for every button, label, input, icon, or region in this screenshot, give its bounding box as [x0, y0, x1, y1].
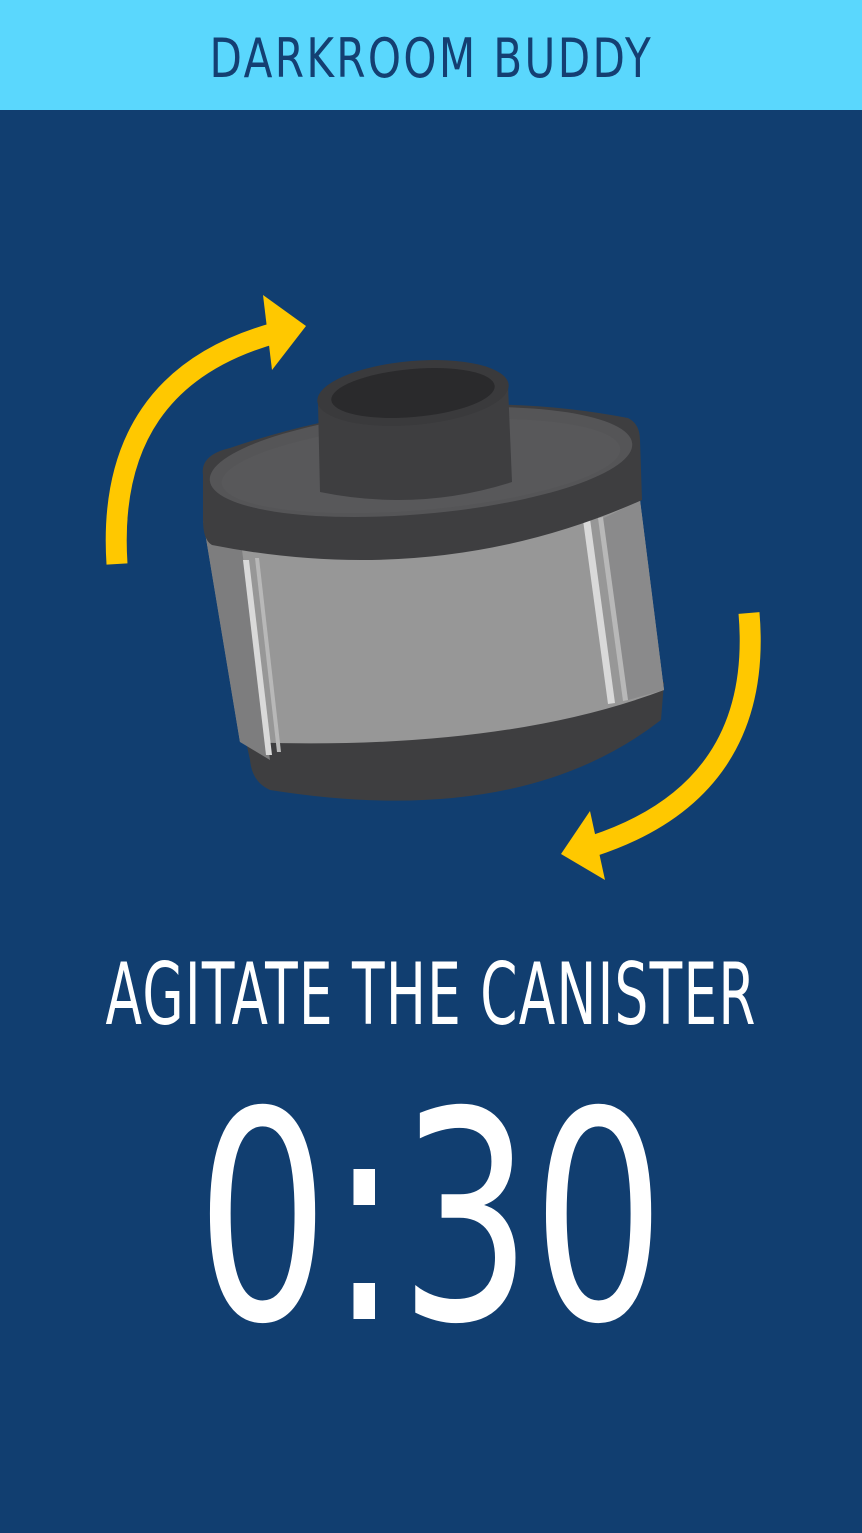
agitation-illustration — [0, 110, 862, 930]
timer-value: 0:30 — [196, 1051, 666, 1388]
app-title: DARKROOM BUDDY — [209, 26, 653, 90]
countdown-timer — [0, 1051, 862, 1388]
step-instruction — [0, 940, 862, 1050]
film-canister-icon — [203, 353, 664, 801]
instruction-label: AGITATE THE CANISTER — [105, 945, 757, 1045]
header-bar — [0, 0, 862, 110]
